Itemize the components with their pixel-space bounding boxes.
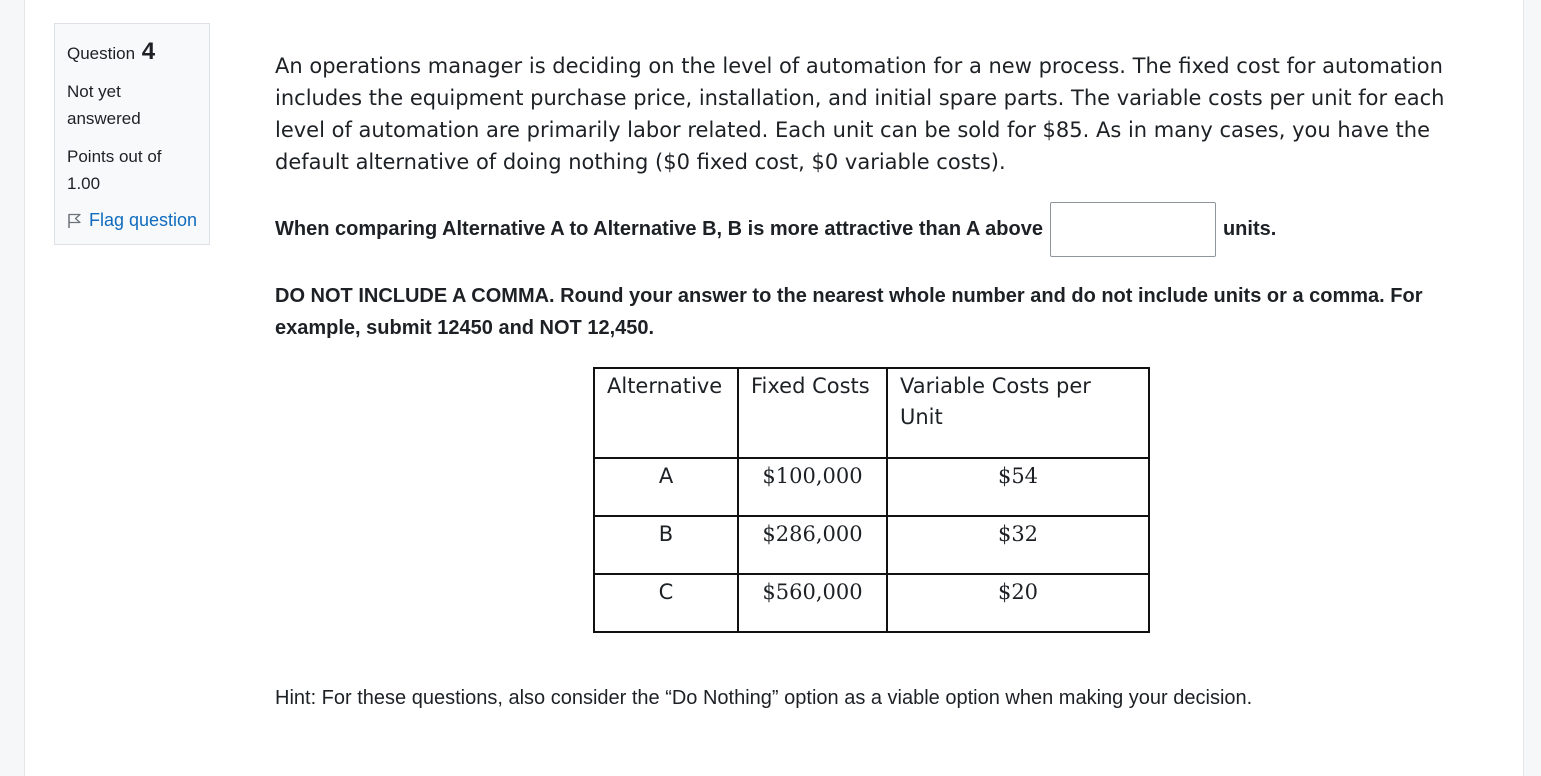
instruction-text: DO NOT INCLUDE A COMMA. Round your answer to the nearest whole number and do not include units or a comma. For example, submit 12450 and NOT 12,450. [275, 285, 1423, 339]
cell-fixed-cost: $286,000 [738, 516, 887, 574]
flag-icon [67, 213, 81, 229]
cell-alternative: C [594, 574, 738, 632]
question-number-value: 4 [141, 38, 156, 65]
table-header-row [594, 368, 1149, 458]
flag-question-label: Flag question [89, 210, 198, 230]
question-label: Question [67, 44, 136, 63]
header-fixed-costs: Fixed Costs [738, 368, 887, 458]
table-row [594, 458, 1149, 516]
cell-fixed-cost: $560,000 [738, 574, 887, 632]
cell-variable-cost: $32 [887, 516, 1149, 574]
hint-text: Hint: For these questions, also consider the “Do Nothing” option as a viable option when making your decision. [275, 687, 1253, 709]
question-text: An operations manager is deciding on the level of automation for a new process. The fixed cost for automation includes the equipment purchase price, installation, and initial spare parts. The variable costs per unit for each level of automation are primarily labor related. Each unit can be sold for $85. As in many cases, you have the default alternative of doing nothing ($0 fixed cost, $0 variable costs). [275, 54, 1445, 174]
cell-variable-cost: $54 [887, 458, 1149, 516]
question-number [67, 38, 155, 66]
cell-alternative: B [594, 516, 738, 574]
alternatives-table [593, 367, 1150, 633]
answer-input[interactable] [1050, 202, 1216, 257]
table-row [594, 574, 1149, 632]
cell-variable-cost: $20 [887, 574, 1149, 632]
question-grade: Points out of 1.00 [67, 147, 162, 193]
cell-fixed-cost: $100,000 [738, 458, 887, 516]
question-state: Not yet answered [67, 82, 141, 128]
question-info-panel [54, 23, 210, 245]
header-variable-costs: Variable Costs per Unit [887, 368, 1149, 458]
answer-prefix: When comparing Alternative A to Alternative B, B is more attractive than A above [275, 218, 1043, 240]
header-alternative: Alternative [594, 368, 738, 458]
answer-row [275, 202, 1276, 257]
table-row [594, 516, 1149, 574]
flag-question-link[interactable] [67, 210, 197, 231]
question-content [275, 50, 1475, 709]
cell-alternative: A [594, 458, 738, 516]
answer-suffix: units. [1222, 218, 1277, 240]
